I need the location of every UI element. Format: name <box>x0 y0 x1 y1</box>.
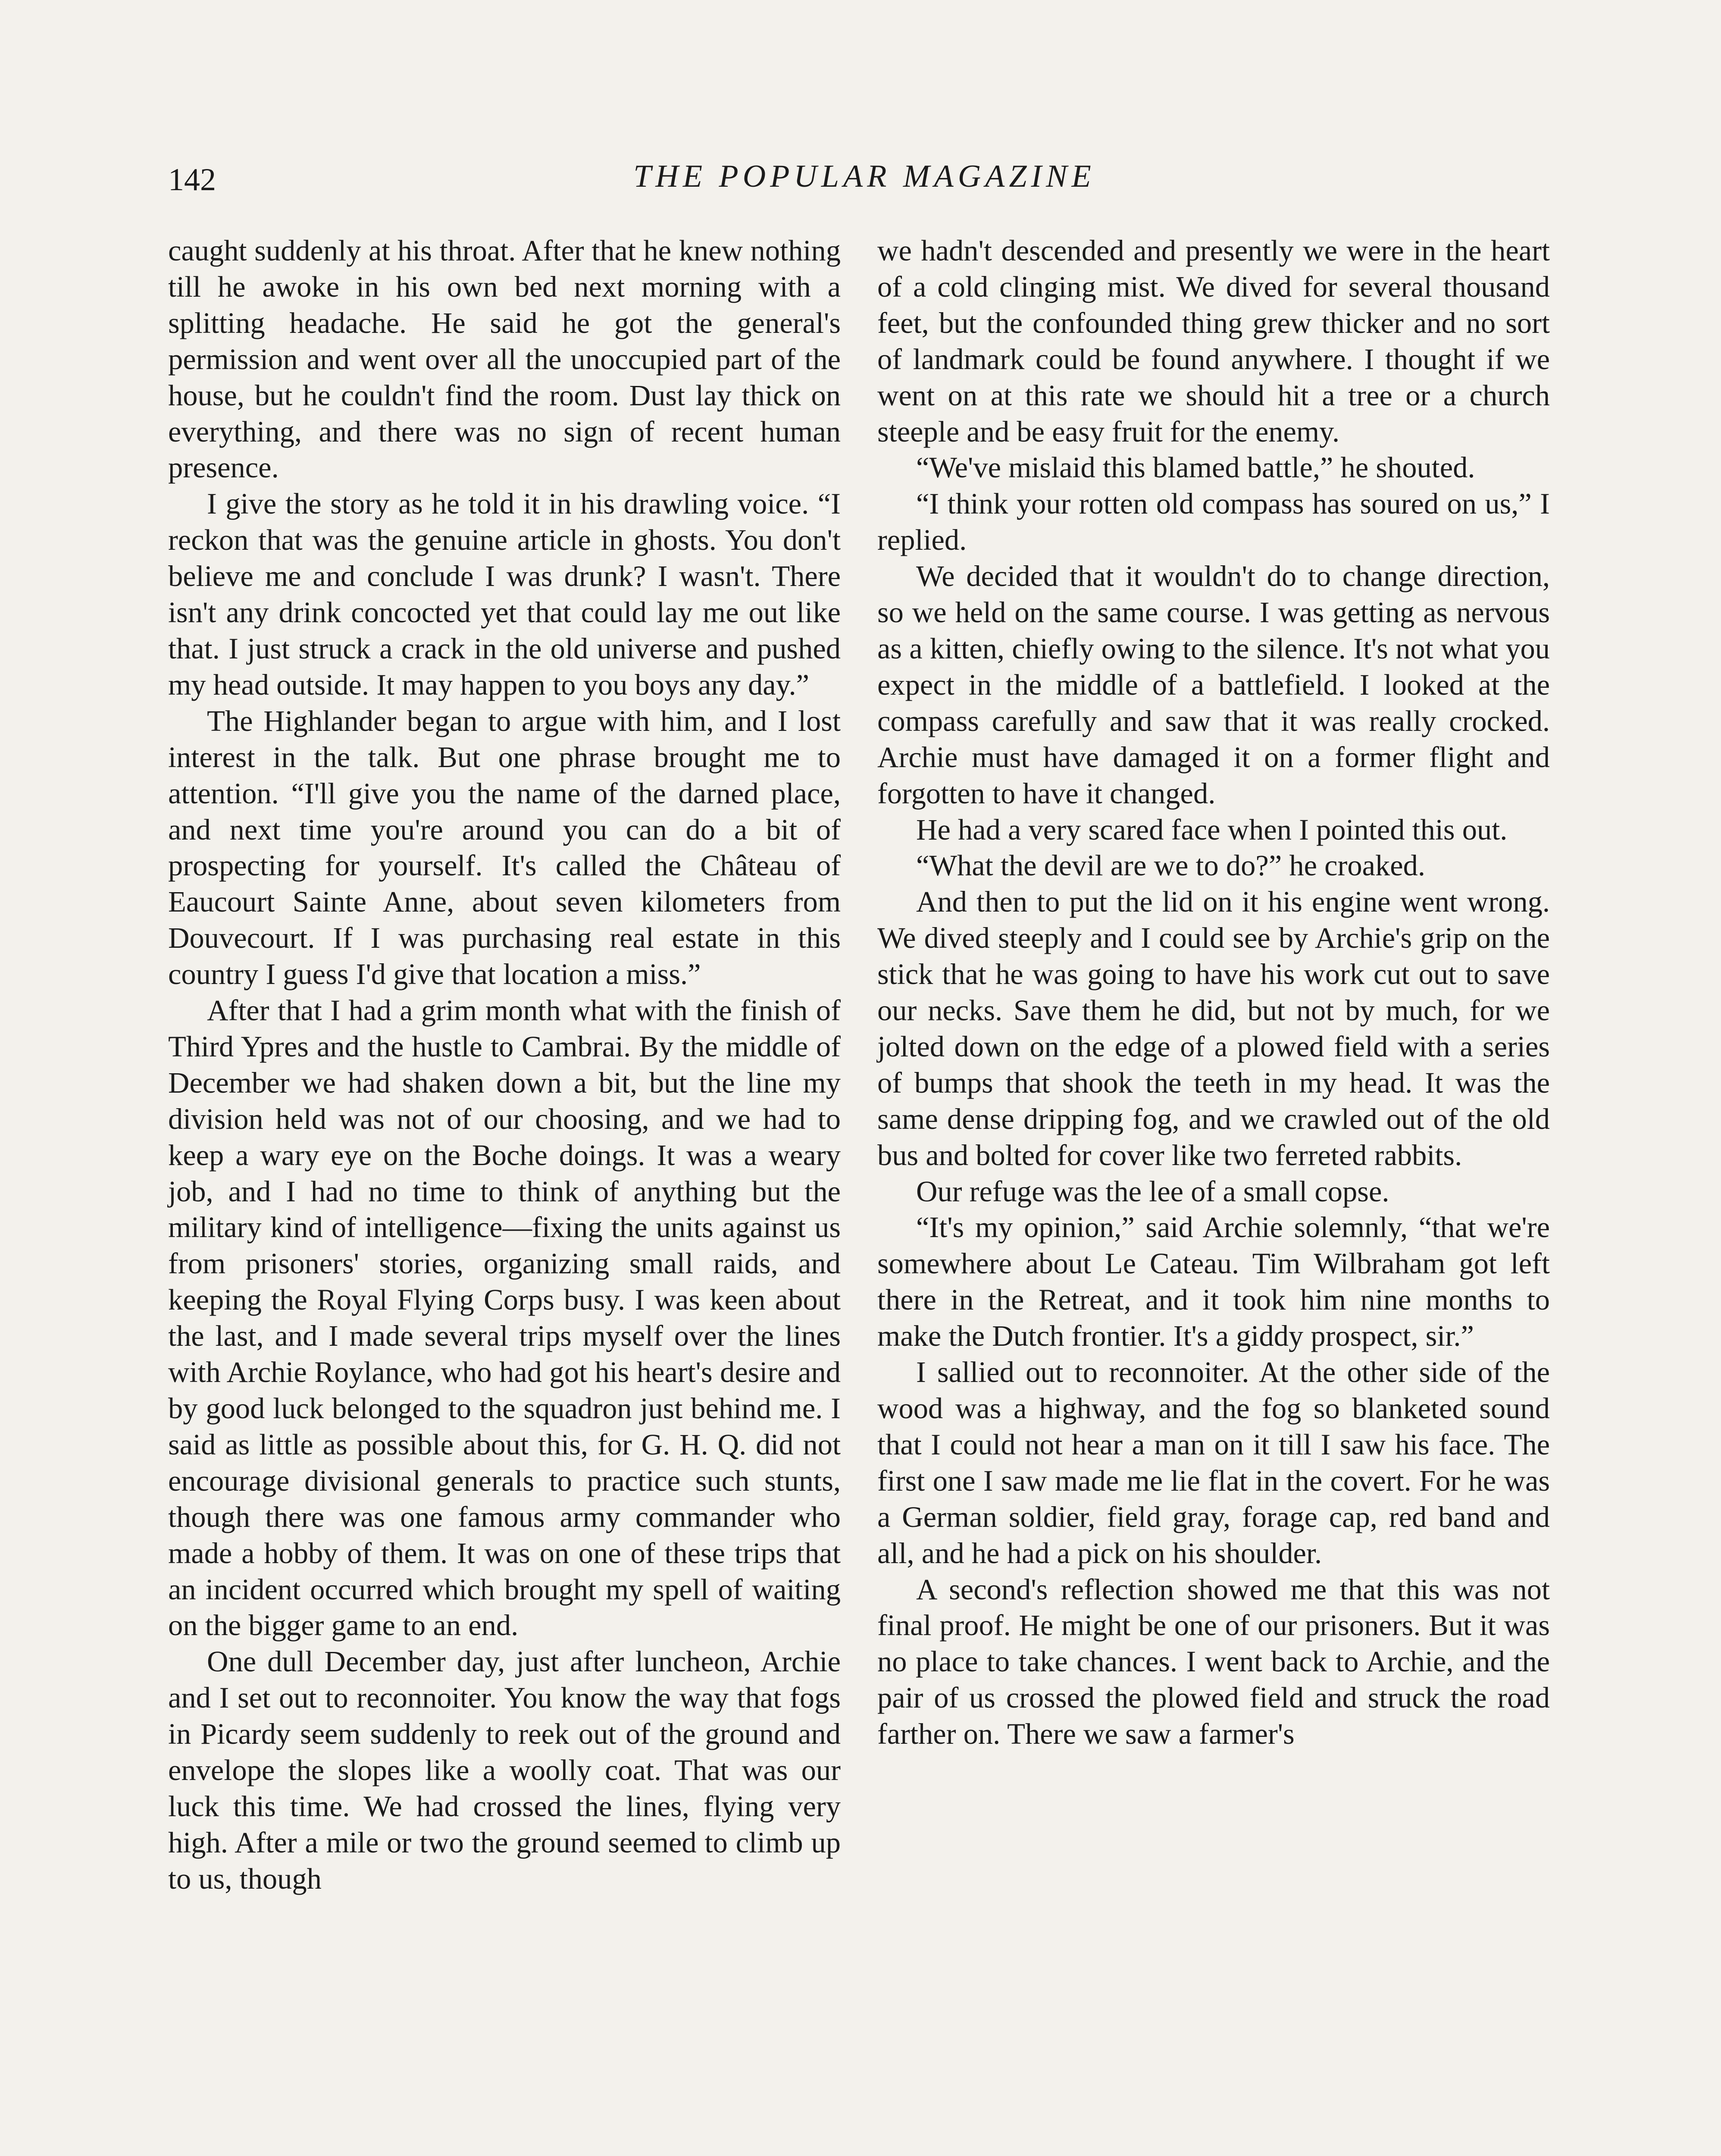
paragraph: caught suddenly at his throat. After that he knew nothing till he awoke in his own bed next morning with a splitting headache. He said he got the general's permission and went over all the unoccupied part of the house, but he couldn't find the room. Dust lay thick on everything, and there was no sign of recent human presence. <box>168 234 841 484</box>
paragraph: He had a very scared face when I pointed this out. <box>916 813 1508 846</box>
paragraph: After that I had a grim month what with the finish of Third Ypres and the hustle to Cambrai. By the middle of December we had shaken down a bit, but the line my division held was not of our choosing, and we had to keep a wary eye on the Boche doings. It was a weary job, and I had no time to think of anything but the military kind of intelligence—fixing the units against us from prisoners' stories, organizing small raids, and keeping the Royal Flying Corps busy. I was keen about the last, and I made several trips myself over the lines with Archie Roylance, who had got his heart's desire and by good luck belonged to the squadron just behind me. I said as little as possible about this, for G. H. Q. did not encourage divisional generals to practice such stunts, though there was one famous army commander who made a hobby of them. It was on one of these trips that an incident occurred which brought my spell of waiting on the bigger game to an end. <box>168 994 841 1642</box>
paragraph: I sallied out to reconnoiter. At the other side of the wood was a highway, and the fog so blanketed sound that I could not hear a man on it till I saw his face. The first one I saw made me lie flat in the covert. For he was a German soldier, field gray, forage cap, red band and all, and he had a pick on his shoulder. <box>877 1356 1550 1570</box>
paragraph: “It's my opinion,” said Archie solemnly, “that we're somewhere about Le Cateau. Tim Wilbraham got left there in the Retreat, and it took him nine months to make the Dutch frontier. It's a giddy prospect, sir.” <box>877 1211 1550 1353</box>
paragraph: A second's reflection showed me that this was not final proof. He might be one of our prisoners. But it was no place to take chances. I went back to Archie, and the pair of us crossed the plowed field and struck the road farther on. There we saw a farmer's <box>877 1573 1550 1751</box>
paragraph: Our refuge was the lee of a small copse. <box>916 1175 1389 1208</box>
paragraph: “What the devil are we to do?” he croaked. <box>916 849 1426 882</box>
paragraph: One dull December day, just after luncheon, Archie and I set out to reconnoiter. You know the way that fogs in Picardy seem suddenly to reek out of the ground and envelope the slopes like a woolly coat. That was our luck this time. We had crossed the lines, flying very high. After a mile or two the ground seemed to climb up to us, though <box>168 1645 841 1895</box>
left-column <box>168 233 841 1897</box>
paragraph: And then to put the lid on it his engine went wrong. We dived steeply and I could see by Archie's grip on the stick that he was going to have his work cut out to save our necks. Save them he did, but not by much, for we jolted down on the edge of a plowed field with a series of bumps that shook the teeth in my head. It was the same dense dripping fog, and we crawled out of the old bus and bolted for cover like two ferreted rabbits. <box>877 885 1550 1172</box>
page-number: 142 <box>168 162 216 197</box>
page-header <box>168 151 1561 211</box>
paragraph: I give the story as he told it in his drawling voice. “I reckon that was the genuine article in ghosts. You don't believe me and conclude I was drunk? I wasn't. There isn't any drink concocted yet that could lay me out like that. I just struck a crack in the old universe and pushed my head outside. It may happen to you boys any day.” <box>168 487 841 701</box>
paragraph: we hadn't descended and presently we were in the heart of a cold clinging mist. We dived for several thousand feet, but the confounded thing grew thicker and no sort of landmark could be found anywhere. I thought if we went on at this rate we should hit a tree or a church steeple and be easy fruit for the enemy. <box>877 234 1550 448</box>
running-title: THE POPULAR MAGAZINE <box>633 159 1095 194</box>
paragraph: The Highlander began to argue with him, and I lost interest in the talk. But one phrase brought me to attention. “I'll give you the name of the darned place, and next time you're around you can do a bit of prospecting for yourself. It's called the Château of Eaucourt Sainte Anne, about seven kilometers from Douvecourt. If I was purchasing real estate in this country I guess I'd give that location a miss.” <box>168 704 841 991</box>
right-column <box>877 233 1550 1752</box>
paragraph: We decided that it wouldn't do to change direction, so we held on the same course. I was getting as nervous as a kitten, chiefly owing to the silence. It's not what you expect in the middle of a battlefield. I looked at the compass carefully and saw that it was really crocked. Archie must have damaged it on a former flight and forgotten to have it changed. <box>877 560 1550 810</box>
paragraph: “We've mislaid this blamed battle,” he shouted. <box>916 451 1475 484</box>
paragraph: “I think your rotten old compass has soured on us,” I replied. <box>877 487 1550 557</box>
